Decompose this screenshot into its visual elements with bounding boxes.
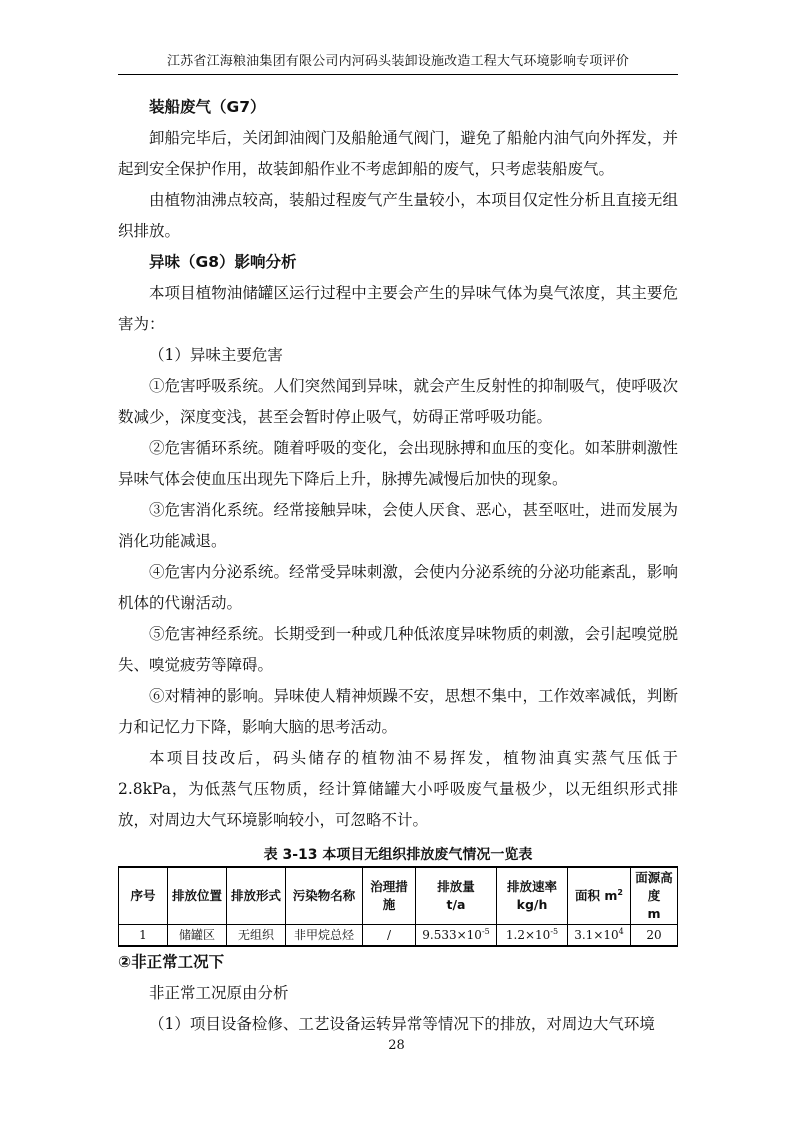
table-row <box>119 925 678 947</box>
th-pollutant: 污染物名称 <box>286 867 363 925</box>
conclusion-paragraph: 本项目技改后，码头储存的植物油不易挥发，植物油真实蒸气压低于 2.8kPa，为低蒸气压物质，经计算储罐大小呼吸废气量极少，以无组织形式排放，对周边大气环境影响较小，可忽略不计。 <box>118 749 678 829</box>
th-location: 排放位置 <box>168 867 227 925</box>
cell-amount-base: 9.533×10 <box>422 928 482 942</box>
th-amount-unit: t/a <box>446 897 466 912</box>
abnormal-heading: ②非正常工况下 <box>118 953 225 971</box>
th-rate-unit: kg/h <box>516 897 548 912</box>
cell-location: 储罐区 <box>168 925 227 947</box>
emission-table <box>118 866 678 947</box>
g7-paragraph-2: 由植物油沸点较高，装船过程废气产生量较小，本项目仅定性分析且直接无组织排放。 <box>118 191 678 240</box>
hazard-item-6: ⑥对精神的影响。异味使人精神烦躁不安，思想不集中，工作效率减低，判断力和记忆力下降，影响大脑的思考活动。 <box>118 687 678 736</box>
cell-no: 1 <box>119 925 168 947</box>
g8-paragraph-1: 本项目植物油储罐区运行过程中主要会产生的异味气体为臭气浓度，其主要危害为： <box>118 284 678 333</box>
cell-rate <box>497 925 568 947</box>
th-amount-label: 排放量 <box>437 879 475 894</box>
abnormal-paragraph-2: （1）项目设备检修、工艺设备运转异常等情况下的排放，对周边大气环境 <box>149 1015 655 1033</box>
hazard-item-1: ①危害呼吸系统。人们突然闻到异味，就会产生反射性的抑制吸气，使呼吸次数减少，深度变浅，甚至会暂时停止吸气，妨碍正常呼吸功能。 <box>118 377 678 426</box>
table-caption: 表 3-13 本项目无组织排放废气情况一览表 <box>263 847 533 863</box>
page-content <box>118 92 678 1040</box>
cell-area-base: 3.1×10 <box>574 928 619 942</box>
th-rate <box>497 867 568 925</box>
g8-heading: 异味（G8）影响分析 <box>149 253 297 271</box>
cell-height: 20 <box>631 925 678 947</box>
th-height-unit: m <box>647 906 661 921</box>
abnormal-paragraph-1: 非正常工况原由分析 <box>149 984 289 1002</box>
cell-area-exp: 4 <box>618 927 624 936</box>
table-header-row <box>119 867 678 925</box>
page-number: 28 <box>388 1038 405 1053</box>
g7-heading: 装船废气（G7） <box>149 98 266 116</box>
cell-pollutant: 非甲烷总烃 <box>286 925 363 947</box>
th-area-sup: 2 <box>617 887 623 897</box>
th-height-label: 面源高度 <box>635 870 673 903</box>
running-header: 江苏省江海粮油集团有限公司内河码头装卸设施改造工程大气环境影响专项评价 <box>166 54 629 69</box>
cell-area <box>568 925 631 947</box>
cell-form: 无组织 <box>227 925 286 947</box>
th-area <box>568 867 631 925</box>
th-amount <box>416 867 497 925</box>
th-area-label: 面积 m <box>575 888 618 903</box>
g7-paragraph-1: 卸船完毕后，关闭卸油阀门及船舱通气阀门，避免了船舱内油气向外挥发，并起到安全保护作用，故装卸船作业不考虑卸船的废气，只考虑装船废气。 <box>118 129 678 178</box>
hazard-item-2: ②危害循环系统。随着呼吸的变化，会出现脉搏和血压的变化。如苯肼刺激性异味气体会使血压出现先下降后上升，脉搏先减慢后加快的现象。 <box>118 439 678 488</box>
cell-amount-exp: -5 <box>481 927 490 936</box>
header-rule <box>118 74 678 75</box>
th-form: 排放形式 <box>227 867 286 925</box>
th-no: 序号 <box>119 867 168 925</box>
th-rate-label: 排放速率 <box>506 879 557 894</box>
cell-amount <box>416 925 497 947</box>
hazard-item-5: ⑤危害神经系统。长期受到一种或几种低浓度异味物质的刺激，会引起嗅觉脱失、嗅觉疲劳等障碍。 <box>118 625 678 674</box>
g8-subheading: （1）异味主要危害 <box>149 346 283 364</box>
th-measure: 治理措施 <box>363 867 416 925</box>
th-height <box>631 867 678 925</box>
hazard-item-4: ④危害内分泌系统。经常受异味刺激，会使内分泌系统的分泌功能紊乱，影响机体的代谢活动。 <box>118 563 678 612</box>
cell-rate-exp: -5 <box>550 927 559 936</box>
hazard-item-3: ③危害消化系统。经常接触异味，会使人厌食、恶心，甚至呕吐，进而发展为消化功能减退。 <box>118 501 678 550</box>
cell-rate-base: 1.2×10 <box>505 928 551 942</box>
cell-measure: / <box>363 925 416 947</box>
